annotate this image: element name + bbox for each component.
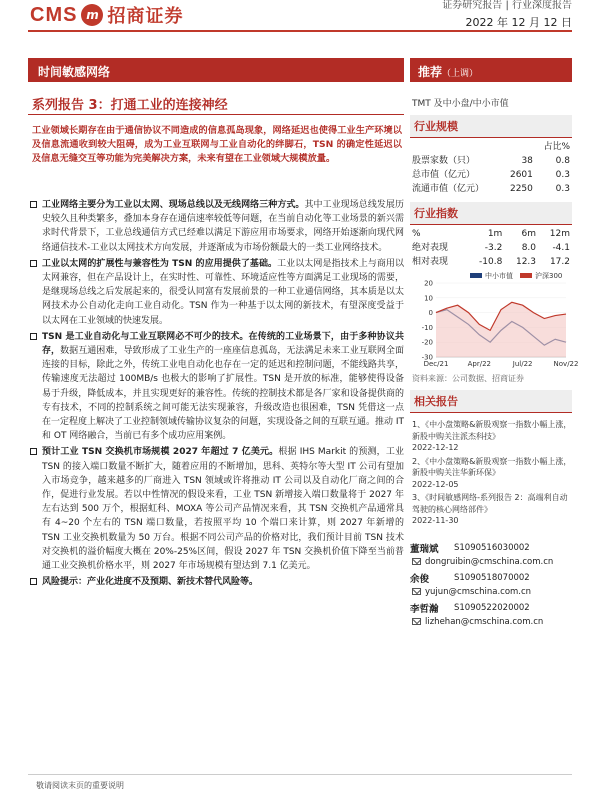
header bbox=[0, 0, 600, 44]
row-pct: 0.3 bbox=[555, 184, 570, 194]
title-divider bbox=[28, 114, 404, 115]
sector-label: TMT 及中小盘/中小市值 bbox=[412, 99, 509, 109]
abstract: 工业领域长期存在由于通信协议不同造成的信息孤岛现象，网络延迟也使得工业生产环境以及信息流通收到较大阻碍，成为工业互联网与工业自动化的绊脚石，TSN 的确定性延迟以及信息无缝交互等功能为完美解决方案，未来有望在工业领域大规模放量。 bbox=[32, 125, 402, 164]
brand-en: CMS bbox=[30, 3, 78, 26]
row-value: 12.3 bbox=[515, 257, 537, 267]
related-title[interactable]: 1、《中小盘策略&新股观察一指数小幅上涨，新股中购关注派杰科技》 bbox=[412, 420, 572, 441]
related-date: 2022-12-05 bbox=[412, 479, 459, 489]
related-title[interactable]: 2、《中小盘策略&新股观察一指数小幅上涨，新股中购关注华新环保》 bbox=[412, 456, 572, 477]
row-value: 2601 bbox=[509, 170, 533, 180]
table-row bbox=[410, 255, 572, 269]
legend-label: 沪深300 bbox=[535, 272, 563, 280]
related-date: 2022-11-30 bbox=[412, 516, 459, 525]
brand-cn: 招商证券 bbox=[107, 6, 184, 27]
row-value: -3.2 bbox=[484, 243, 503, 253]
y-tick-label: -10 bbox=[421, 323, 433, 332]
chart-svg bbox=[410, 271, 579, 371]
related-reports bbox=[410, 419, 572, 527]
y-tick-label: -30 bbox=[421, 353, 433, 362]
bullet-text: 数据互通困难，导致形成了工业生产的一座座信息孤岛，无法满足未来工业互联网全面连接的目标，除此之外，传统工业电自动化也存在一定的延迟和控制问题，不能线路共享，传输速度无法超过 100MB/s 也极大的影响了扩展性。TSN 是开放的标准，能够使得设备易于升级，降低成本，并且实现更好的兼容性。传统的控制技术都是各厂家和设备提供商的专有技术，不同的控制系统之间可能无法实现兼容，升级改造也很困难，TSN 凭借这一点在一定程度上解决了工业控制领域传输协议复杂的问题，实现设备之间的互联互通。推动 IT 和 OT 网络融合，当前已有多个成功应用案例。 bbox=[42, 346, 405, 442]
bullet-lead: 预计工业 TSN 交换机市场规模 2027 年超过 7 亿美元。 bbox=[42, 447, 279, 458]
analyst-name: 李哲瀚 bbox=[410, 603, 439, 615]
header-meta bbox=[442, 0, 572, 30]
y-tick-label: -20 bbox=[421, 338, 433, 347]
analyst bbox=[410, 541, 572, 567]
col-header: 1m bbox=[487, 229, 503, 239]
rating: 推荐 bbox=[418, 65, 443, 79]
related-date: 2022-12-12 bbox=[412, 443, 459, 452]
row-label: 绝对表现 bbox=[412, 243, 449, 253]
key-points bbox=[28, 198, 404, 591]
analysts bbox=[410, 541, 572, 627]
mail-icon bbox=[412, 588, 421, 595]
row-label: 总市值（亿元） bbox=[412, 170, 476, 180]
list-item[interactable] bbox=[412, 456, 572, 491]
sidebar bbox=[410, 88, 579, 631]
table-row bbox=[410, 154, 572, 168]
y-tick-label: 0 bbox=[428, 309, 433, 318]
table-row bbox=[410, 241, 572, 255]
analyst-name: 余俊 bbox=[410, 573, 430, 585]
list-item[interactable] bbox=[412, 419, 572, 454]
col-header: 占比% bbox=[543, 142, 570, 152]
row-value: 8.0 bbox=[521, 243, 537, 253]
index-table bbox=[410, 227, 572, 269]
brand-mark-icon: m bbox=[81, 4, 103, 26]
bullet-text: 其中工业现场总线发展历史较久且种类繁多，叠加本身存在通信速率较低等问题，在当前自动化等工业场景的新兴需求时代背景下，工业总线通信方式已经难以满足下游应用市场要求，网络开始逐渐向现代网络通信技术-工业以太网技术方向发展，并逐渐成为市场份额最大的一类工业网络技术。 bbox=[42, 200, 404, 253]
bullet-point bbox=[28, 445, 404, 573]
x-tick-label: Apr/22 bbox=[467, 360, 492, 368]
scale-heading: 行业规模 bbox=[410, 115, 572, 138]
analyst-id: S1090516030002 bbox=[454, 542, 530, 553]
index-chart bbox=[410, 271, 579, 371]
row-label: 相对表现 bbox=[412, 257, 449, 267]
bullet-lead: 风险提示：产业化进度不及预期、新技术替代风险等。 bbox=[42, 577, 259, 588]
analyst-name: 董瑞斌 bbox=[410, 543, 439, 555]
scale-table bbox=[410, 140, 572, 196]
table-row bbox=[410, 227, 572, 241]
analyst bbox=[410, 571, 572, 597]
legend-swatch bbox=[520, 273, 532, 278]
table-row bbox=[410, 140, 572, 154]
bullet-text: 根据 IHS Markit 的预测，工业 TSN 的接入端口数量不断扩大，随着应用的不断增加，思科、英特尔等大型 IT 公司有望加入市场竞争，越来越多的厂商进入 TSN 领域或许将推动 IT 公司以及自动化厂商之间的合作，促进行业发展。若以中性情况的假设来看，工业 TSN 新增接入端口数量将于 2027 年左右达到 500 万个，根据虹科、MOXA 等公司产品情况来看，其 TSN 交换机产品通常具有 4~20 个左右的 TSN 端口数量，若按照平均 10 个端口来计算，则 2027 年新增的 TSN 工业交换机数量为 50 万台。根据不同公司产品的价格对比，我们预计目前 TSN 技术对交换机的溢价幅度大概在 20%-25%区间，假设 2027 年 TSN 交换机价值下降至当前普通工业交换机价格水平，则 2027 年市场规模有望达到 7.1 亿美元。 bbox=[42, 447, 404, 572]
analyst-id: S1090518070002 bbox=[454, 572, 530, 583]
checkbox-icon bbox=[30, 578, 37, 585]
analyst-email[interactable]: lizhehan@cmschina.com.cn bbox=[425, 616, 544, 627]
checkbox-icon bbox=[30, 201, 37, 208]
report-date: 2022 年 12 月 12 日 bbox=[465, 16, 572, 29]
footer-note: 敬请阅读末页的重要说明 bbox=[36, 781, 124, 790]
checkbox-icon bbox=[30, 260, 37, 267]
checkbox-icon bbox=[30, 448, 37, 455]
brand-logo bbox=[30, 2, 183, 28]
x-tick-label: Nov/22 bbox=[553, 360, 579, 368]
row-value: -4.1 bbox=[552, 243, 570, 253]
table-row bbox=[410, 168, 572, 182]
x-tick-label: Jul/22 bbox=[512, 360, 533, 368]
index-heading: 行业指数 bbox=[410, 202, 572, 225]
analyst-email[interactable]: dongruibin@cmschina.com.cn bbox=[425, 556, 554, 567]
bullet-lead: TSN 是工业自动化与工业互联网必不可少的技术。在传统的工业场景下，由于多种协议共存， bbox=[42, 331, 404, 357]
bullet-point bbox=[28, 330, 404, 444]
y-tick-label: 20 bbox=[424, 279, 433, 288]
chart-source: 资料来源：公司数据、招商证券 bbox=[412, 374, 524, 383]
topic-banner: 时间敏感网络 bbox=[28, 58, 404, 82]
x-tick-label: Dec/21 bbox=[423, 360, 449, 368]
table-row bbox=[410, 182, 572, 196]
mail-icon bbox=[412, 618, 421, 625]
analyst-id: S1090522020002 bbox=[454, 602, 530, 613]
y-tick-label: 10 bbox=[424, 294, 433, 303]
related-title[interactable]: 3、《时间敏感网络-系列报告 2：高端利自动驾驶的核心网络部件》 bbox=[412, 493, 568, 514]
legend-swatch bbox=[470, 273, 482, 278]
bullet-lead: 工业以太网的扩展性与兼容性为 TSN 的应用提供了基础。 bbox=[42, 258, 278, 269]
checkbox-icon bbox=[30, 333, 37, 340]
footer-divider bbox=[28, 774, 572, 775]
analyst bbox=[410, 601, 572, 627]
row-value: -10.8 bbox=[479, 257, 503, 267]
bullet-point bbox=[28, 575, 404, 589]
related-heading: 相关报告 bbox=[410, 390, 572, 413]
row-value: 17.2 bbox=[549, 257, 570, 267]
report-title: 系列报告 3：打通工业的连接神经 bbox=[32, 98, 228, 113]
rating-note: （上调） bbox=[442, 69, 479, 79]
analyst-email[interactable]: yujun@cmschina.com.cn bbox=[425, 586, 532, 597]
rating-banner bbox=[410, 58, 572, 82]
col-header: 12m bbox=[549, 229, 570, 239]
mail-icon bbox=[412, 558, 421, 565]
row-value: 2250 bbox=[509, 184, 533, 194]
col-header: 6m bbox=[521, 229, 537, 239]
list-item[interactable] bbox=[412, 492, 572, 527]
row-label: 流通市值（亿元） bbox=[412, 184, 485, 194]
bullet-text: 工业以太网是指技术上与商用以太网兼容，但在产品设计上，在实时性、可靠性、环境适应性等方面满足工业现场的需要，是继现场总线之后发展起来的，很受认同富有发展前景的一种工业通信网络，其本质是以太网技术办公自动化走向工业自动化。TSN 作为一种基于以太网的新技术，有望深度受益于以太网在工业领域的快速发展。 bbox=[42, 258, 404, 326]
row-label: 股票家数（只） bbox=[412, 156, 476, 166]
row-pct: 0.8 bbox=[555, 156, 570, 166]
col-header: % bbox=[412, 229, 421, 239]
legend-label: 中小市值 bbox=[485, 272, 513, 280]
bullet-point bbox=[28, 257, 404, 328]
bullet-point bbox=[28, 198, 404, 255]
row-value: 38 bbox=[521, 156, 533, 166]
row-pct: 0.3 bbox=[555, 170, 570, 180]
bullet-lead: 工业网络主要分为工业以太网、现场总线以及无线网络三种方式。 bbox=[42, 200, 305, 210]
header-divider bbox=[28, 30, 572, 32]
report-type: 证券研究报告 | 行业深度报告 bbox=[442, 0, 572, 11]
